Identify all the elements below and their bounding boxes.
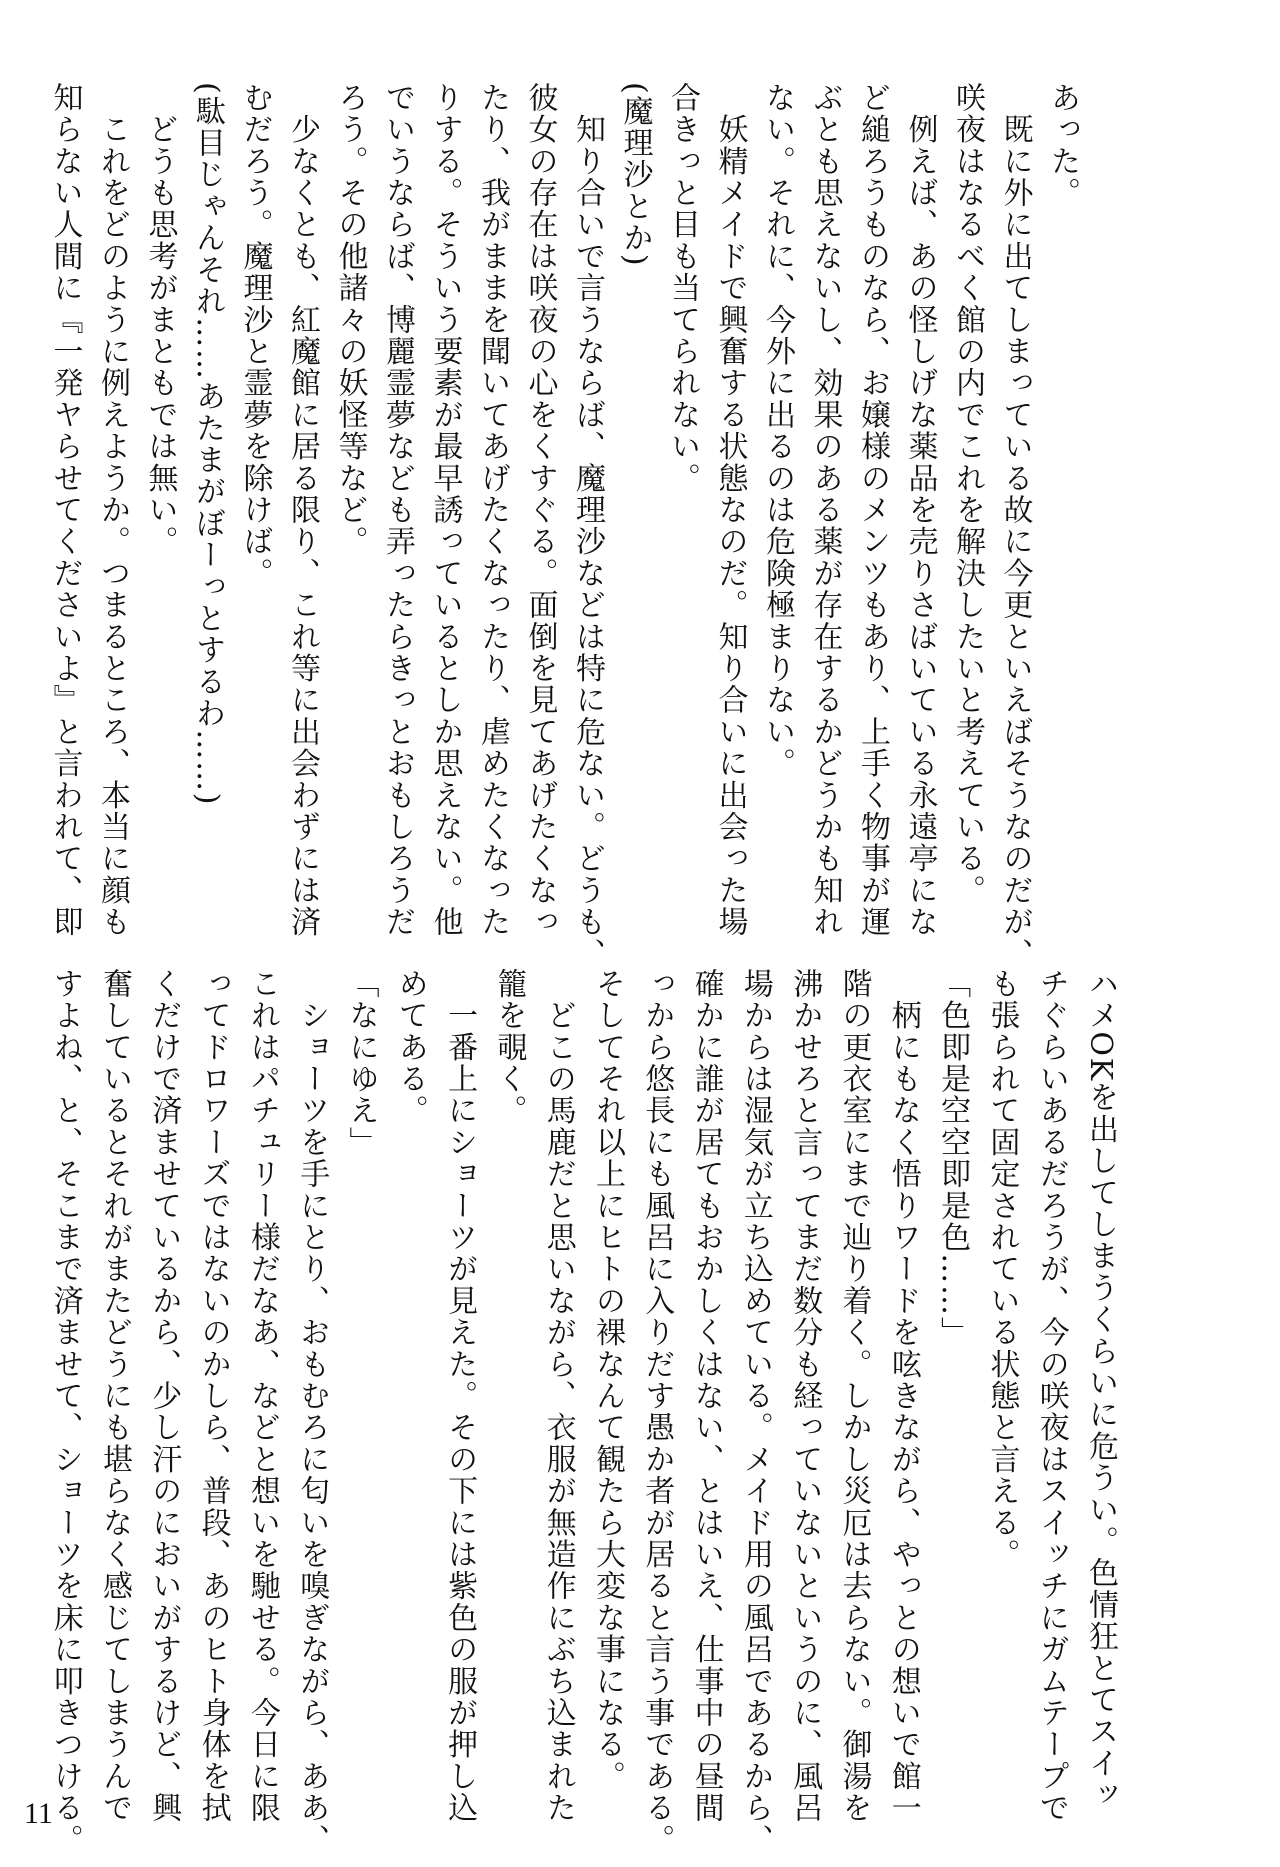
text-column: めてある。 xyxy=(392,968,428,1127)
text-block-top xyxy=(0,82,1280,970)
text-column: むだろう。魔理沙と霊夢を除けば。 xyxy=(237,82,273,590)
text-column: そしてそれ以上にヒトの裸なんて観たら大変な事になる。 xyxy=(590,968,625,1793)
text-column: チぐらいあるだろうが、今の咲夜はスイッチにガムテープで xyxy=(1033,968,1069,1824)
text-column: ってドロワーズではないのかしら、普段、あのヒト身体を拭 xyxy=(195,968,231,1824)
text-column: も張られて固定されている状態と言える。 xyxy=(984,968,1020,1571)
text-column: 「色即是空空即是色……」 xyxy=(935,968,971,1349)
text-column: 一番上にショーツが見えた。その下には紫色の服が押し込 xyxy=(442,968,478,1824)
text-column: これをどのように例えようか。つまるところ、本当に顔も xyxy=(95,82,130,938)
text-column: 彼女の存在は咲夜の心をくすぐる。面倒を見てあげたくなっ xyxy=(522,82,558,938)
text-column: 知り合いで言うならば、魔理沙などは特に危ない。どうも、 xyxy=(570,82,605,970)
text-column: 例えば、あの怪しげな薬品を売りさばいている永遠亭にな xyxy=(902,82,938,938)
text-column: 知らない人間に『一発ヤらせてくださいよ』と言われて、即 xyxy=(47,82,83,938)
text-column: (魔理沙とか) xyxy=(617,82,653,268)
text-column: (駄目じゃんそれ……あたまがぼーっとするわ……) xyxy=(190,82,225,807)
text-column: ない。それに、今外に出るのは危険極まりない。 xyxy=(760,82,795,780)
text-column: ど縋ろうものなら、お嬢様のメンツもあり、上手く物事が運 xyxy=(855,82,890,938)
text-column: でいうならば、博麗霊夢なども弄ったらきっとおもしろうだ xyxy=(380,82,415,938)
text-column: ショーツを手にとり、おもむろに匂いを嗅ぎながら、ああ、 xyxy=(294,968,330,1856)
text-column: 「なにゆえ」 xyxy=(343,968,379,1159)
text-column: 既に外に出てしまっている故に今更といえばそうなのだが、 xyxy=(997,82,1033,970)
text-column: 少なくとも、紅魔館に居る限り、これ等に出会わずには済 xyxy=(285,82,320,938)
text-column: ハメOKを出してしまうくらいに危うい。色情狂とてスイッ xyxy=(1083,968,1118,1811)
text-column: すよね、と、そこまで済ませて、ショーツを床に叩きつける。 xyxy=(47,968,83,1856)
text-column: たり、我がままを聞いてあげたくなったり、虐めたくなった xyxy=(475,82,510,938)
text-column: 沸かせろと言ってまだ数分も経っていないというのに、風呂 xyxy=(787,968,823,1824)
text-column: っから悠長にも風呂に入りだす愚か者が居ると言う事である。 xyxy=(639,968,675,1856)
text-column: 籠を覗く。 xyxy=(491,968,527,1127)
text-column: 合きっと目も当てられない。 xyxy=(665,82,700,495)
page-number: 11 xyxy=(24,1797,53,1830)
text-column: ぶとも思えないし、効果のある薬が存在するかどうかも知れ xyxy=(807,82,843,938)
text-column: 奮しているとそれがまたどうにも堪らなく感じてしまうんで xyxy=(97,968,132,1824)
text-column: くだけで済ませているから、少し汗のにおいがするけど、興 xyxy=(146,968,182,1824)
text-column: あった。 xyxy=(1045,82,1080,209)
text-column: 確かに誰が居てもおかしくはない、とはいえ、仕事中の昼間 xyxy=(688,968,724,1824)
text-column: 柄にもなく悟りワードを呟きながら、やっとの想いで館一 xyxy=(885,968,921,1824)
text-column: ろう。その他諸々の妖怪等など。 xyxy=(332,82,368,558)
text-column: 階の更衣室にまで辿り着く。しかし災厄は去らない。御湯を xyxy=(836,968,872,1824)
text-column: 咲夜はなるべく館の内でこれを解決したいと考えている。 xyxy=(950,82,985,907)
text-column: これはパチュリー様だなあ、などと想いを馳せる。今日に限 xyxy=(244,968,280,1824)
text-column: 場からは湿気が立ち込めている。メイド用の風呂であるから、 xyxy=(737,968,773,1856)
text-column: どこの馬鹿だと思いながら、衣服が無造作にぶち込まれた xyxy=(540,968,576,1824)
text-column: 妖精メイドで興奮する状態なのだ。知り合いに出会った場 xyxy=(712,82,748,938)
text-column: りする。そういう要素が最早誘っているとしか思えない。他 xyxy=(427,82,463,938)
text-column: どうも思考がまともでは無い。 xyxy=(142,82,178,558)
